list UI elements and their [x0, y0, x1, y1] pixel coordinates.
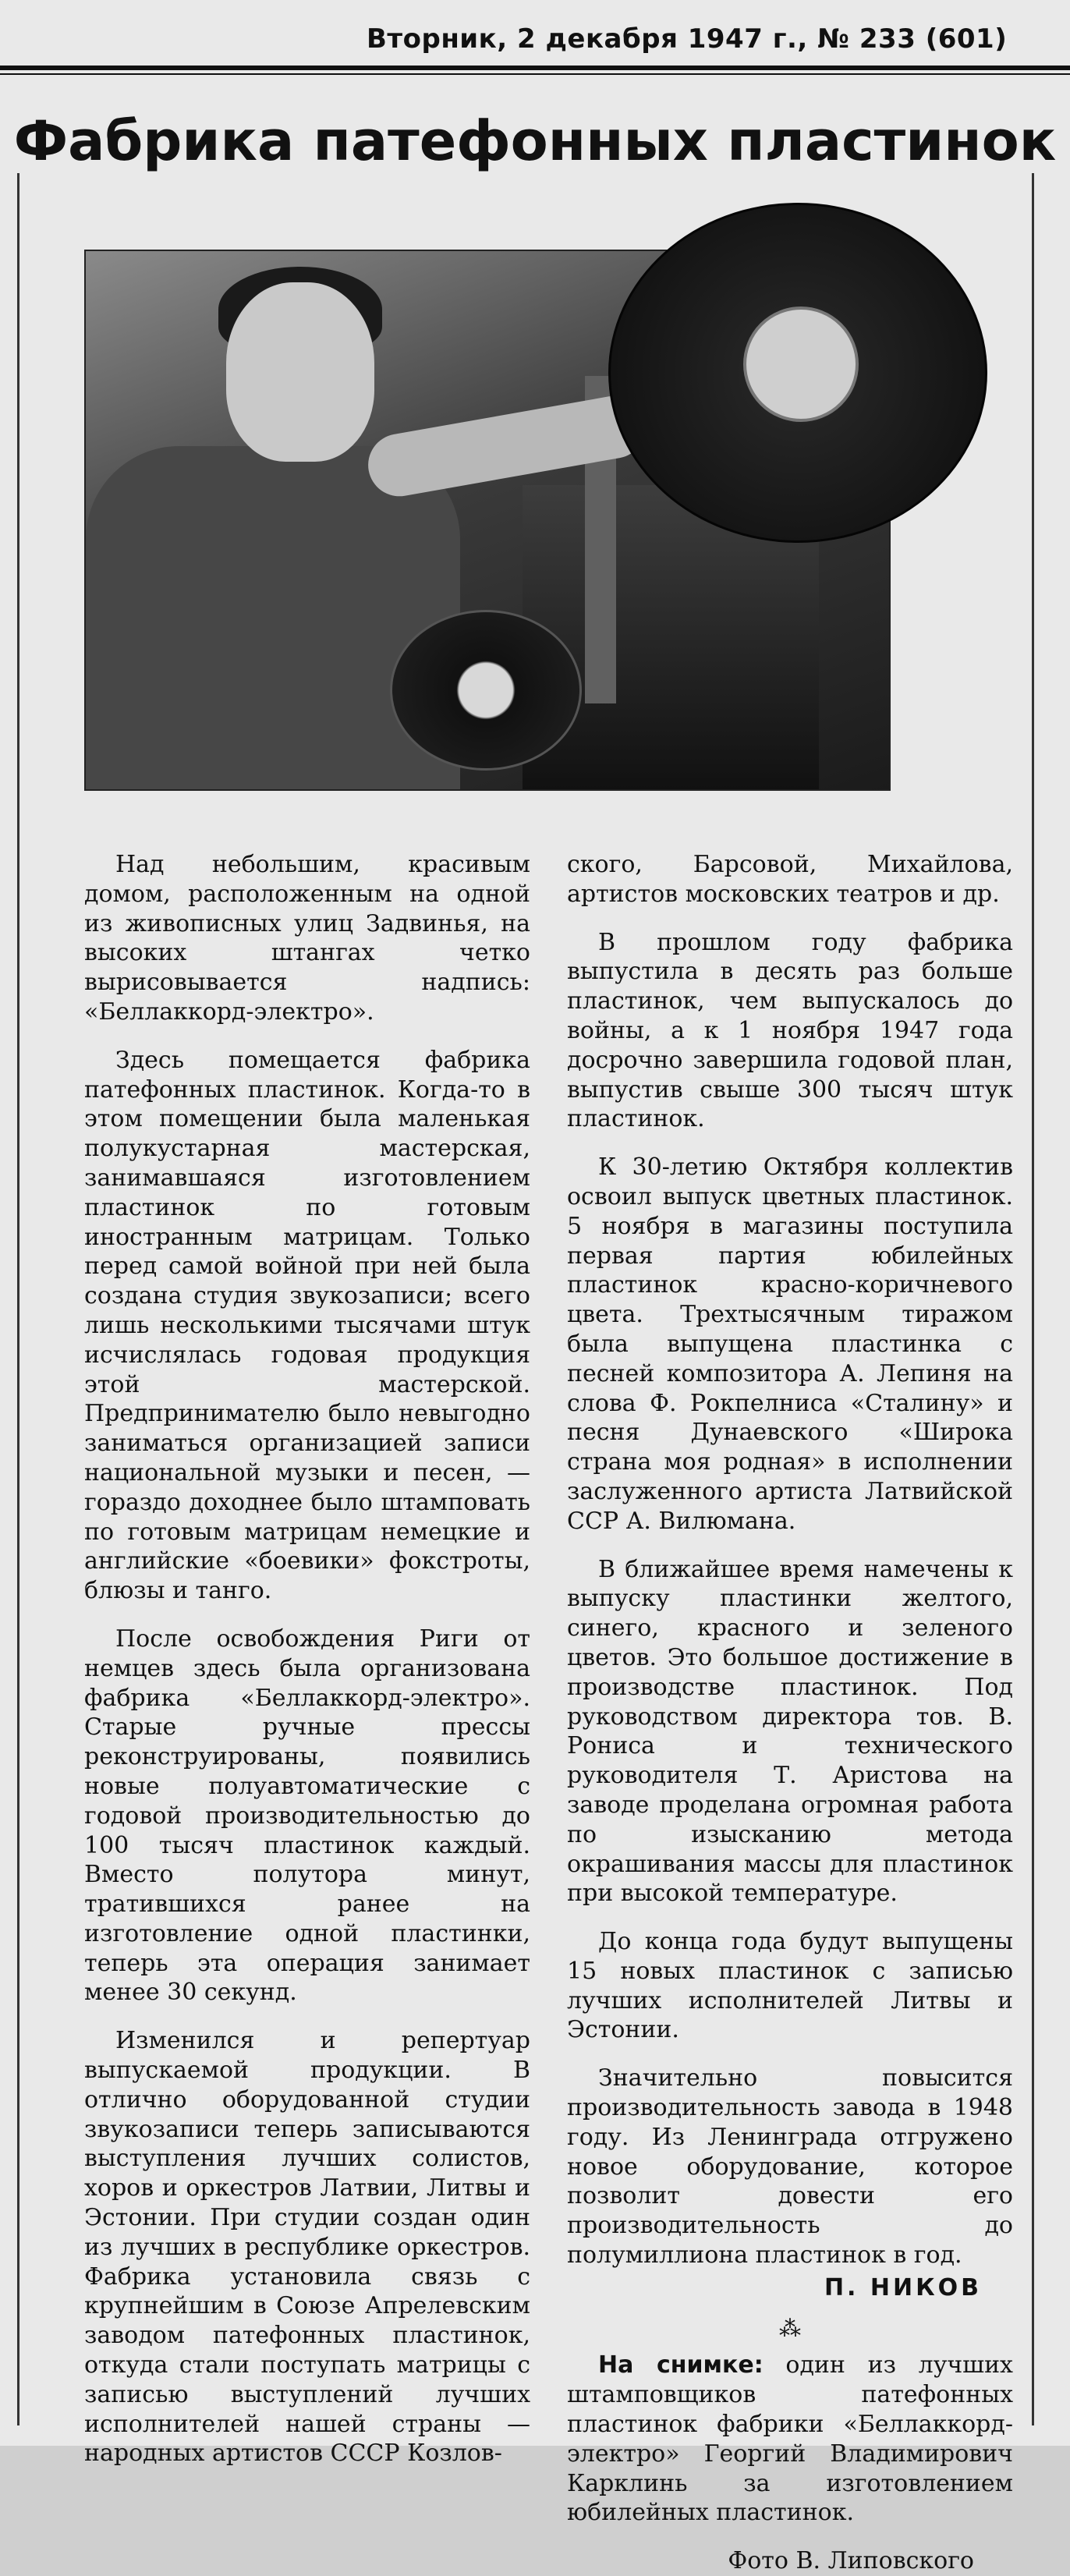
article-column-1: [84, 850, 530, 2487]
author-signature: П. НИКОВ: [824, 2273, 982, 2301]
paragraph-3: После освобождения Риги от немцев здесь была организована фабрика «Беллаккорд-электро». Старые ручные прессы реконструированы, появились новые полуавтоматические с годовой производительностью до 100 тысяч пластинок каждый. Вместо полутора минут, тратившихся ранее на изготовление одной пластинки, теперь эта операция занимает менее 30 секунд.: [84, 1625, 530, 2007]
paragraph-2: Здесь помещается фабрика патефонных пластинок. Когда-то в этом помещении была маленькая полукустарная мастерская, занимавшаяся изготовлением пластинок по готовым иностранным матрицам. Только перед самой войной при ней была создана студия звукозаписи; всего лишь несколькими тысячами штук исчислялась годовая продукция этой мастерской. Предпринимателю было невыгодно заниматься организацией записи национальной музыки и песен, — гораздо доходнее было штамповать по готовым матрицам немецкие и английские «боевики» фокстроты, блюзы и танго.: [84, 1046, 530, 1605]
record-disc-small-icon: [390, 610, 582, 771]
photo-caption: [567, 2351, 1013, 2528]
caption-lead: На снимке:: [598, 2351, 764, 2379]
article-headline: Фабрика патефонных пластинок: [0, 109, 1070, 173]
paragraph-9: До конца года будут выпущены 15 новых пластинок с записью лучших исполнителей Литвы и Эстонии.: [567, 1928, 1013, 2044]
photo-worker-head: [226, 282, 374, 462]
paragraph-1: Над небольшим, красивым домом, расположенным на одной из живописных улиц Задвинья, на высоких штангах четко вырисовывается надпись: «Беллаккорд-электро».: [84, 851, 530, 1026]
record-label: [743, 306, 859, 422]
paragraph-6: В прошлом году фабрика выпустила в десять раз больше пластинок, чем выпускалось до войны, а к 1 ноября 1947 года досрочно завершила годовой план, выпустив свыше 300 тысяч штук пластинок.: [567, 928, 1013, 1133]
photo-worker-body: [86, 446, 460, 789]
paragraph-5: ского, Барсовой, Михайлова, артистов московских театров и др.: [567, 851, 1013, 908]
paragraph-4: Изменился и репертуар выпускаемой продукции. В отлично оборудованной студии звукозаписи теперь записываются выступления лучших солистов, хоров и оркестров Латвии, Литвы и Эстонии. При студии создан один из лучших в республике оркестров. Фабрика установила связь с крупнейшим в Союзе Апрелевским заводом патефонных пластинок, откуда стали поступать матрицы с записью выступлений лучших исполнителей нашей страны — народных артистов СССР Козлов-: [84, 2027, 530, 2468]
paragraph-10: Значительно повысится производительность завода в 1948 году. Из Ленинграда отгружено новое оборудование, которое позволит довести его производительность до полумиллиона пластинок в год.: [567, 2064, 1013, 2270]
caption-text: один из лучших штамповщиков патефонных пластинок фабрики «Беллаккорд-электро» Георгий Владимирович Карклинь за изготовлением юбилейных пластинок.: [567, 2351, 1013, 2527]
paragraph-7: К 30-летию Октября коллектив освоил выпуск цветных пластинок. 5 ноября в магазины поступила первая партия юбилейных пластинок красно-коричневого цвета. Трехтысячным тиражом была выпущена пластинка с песней композитора А. Лепиня на слова Ф. Рокпелниса «Сталину» и песня Дунаевского «Широка страна моя родная» в исполнении заслуженного артиста Латвийской ССР А. Вилюмана.: [567, 1153, 1013, 1535]
top-rule: [0, 66, 1070, 70]
photo-large-record: [608, 203, 998, 562]
photo-credit: Фото В. Липовского: [728, 2547, 974, 2575]
record-disc-large-icon: [608, 203, 987, 543]
article-column-2: [567, 850, 1013, 2576]
dateline: Вторник, 2 декабря 1947 г., № 233 (601): [367, 23, 1008, 55]
asterism-separator: ⁂: [779, 2315, 801, 2341]
top-rule-thin: [0, 73, 1070, 75]
paragraph-8: В ближайшее время намечены к выпуску пластинки желтого, синего, красного и зеленого цветов. Это большое достижение в производстве пластинок. Под руководством директора тов. В. Рониса и технического руководителя Т. Аристова на заводе проделана огромная работа по изысканию метода окрашивания массы для пластинок при высокой температуре.: [567, 1555, 1013, 1908]
